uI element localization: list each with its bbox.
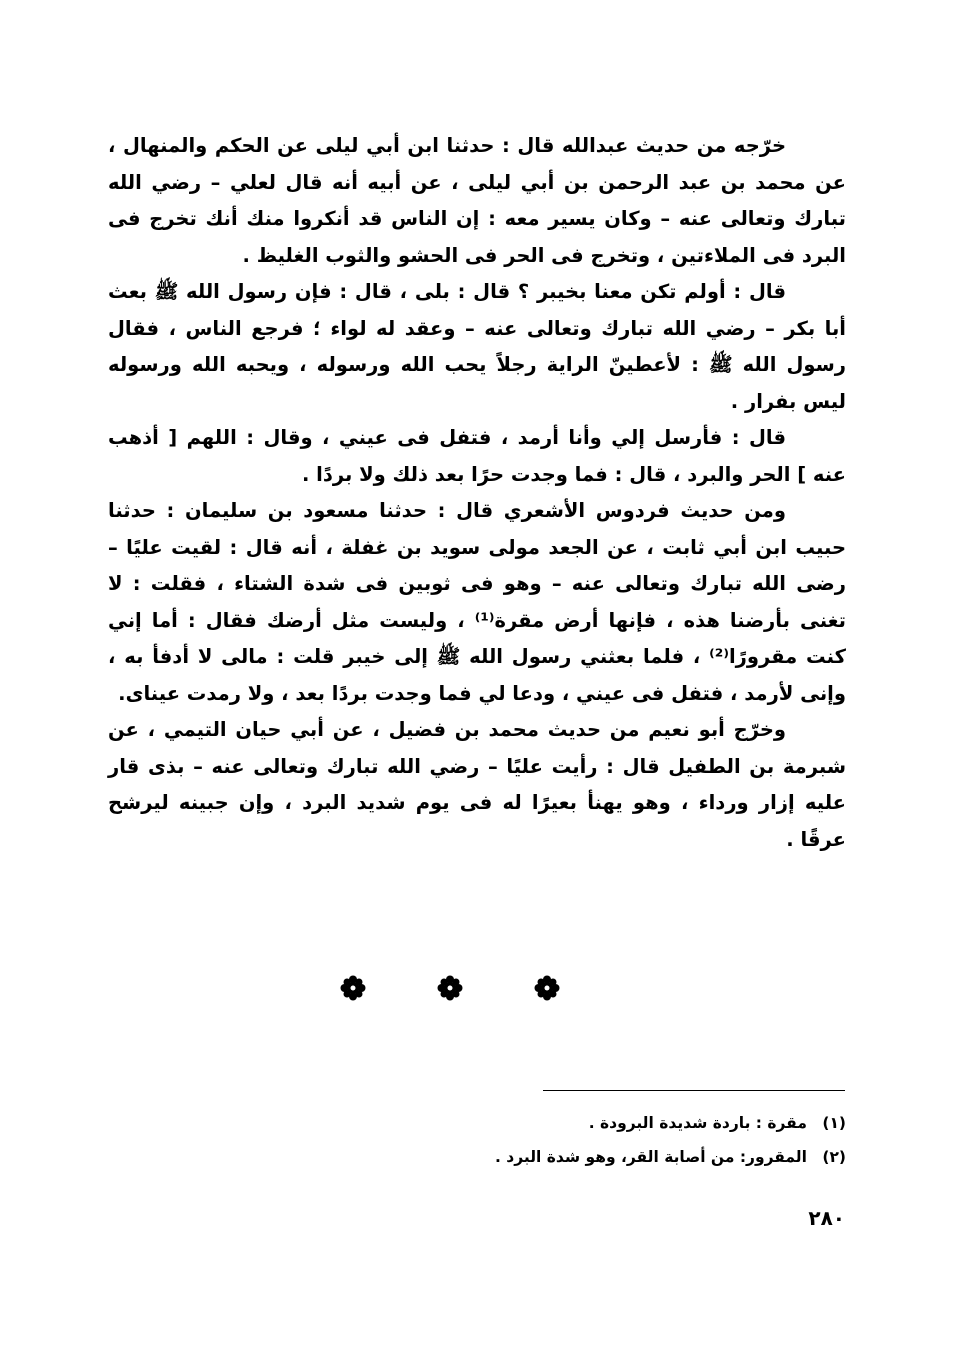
main-text — [108, 128, 846, 858]
page-number: ٢٨٠ — [808, 1206, 845, 1230]
footnote-2 — [300, 1140, 846, 1174]
footnote-1 — [300, 1106, 846, 1140]
paragraph-2: قال : أولم تكن معنا بخيبر ؟ قال : بلى ، قال : فإن رسول الله ﷺ بعث أبا بكر – رضي الله تبارك وتعالى عنه – وعقد له لواء ؛ فرجع الناس ، فقال رسول الله ﷺ : لأعطينّ الراية رجلاً يحب الله ورسوله ، ويحبه الله ورسوله ليس بفرار . — [108, 280, 846, 413]
flower-ornament-icon — [437, 975, 463, 1001]
footnote-number: (١) — [822, 1114, 846, 1132]
section-separator — [340, 975, 560, 1001]
paragraph-5: وخرّج أبو نعيم من حديث محمد بن فضيل ، عن أبي حيان التيمي ، عن شبرمة بن الطفيل قال : رأيت عليًا – رضي الله تبارك وتعالى عنه – بذى قار عليه إزار ورداء ، وهو يهنأ بعيرًا له فى يوم شديد البرد ، وإن جبينه ليرشح عرقًا . — [108, 718, 846, 851]
footnotes — [300, 1106, 846, 1174]
footnote-divider — [543, 1090, 845, 1091]
paragraph-4: ومن حديث فردوس الأشعري قال : حدثنا مسعود بن سليمان : حدثنا حبيب ابن أبي ثابت ، عن الجعد مولى سويد بن غفلة ، أنه قال : لقيت عليًا – رضى الله تبارك وتعالى عنه – وهو فى ثوبين فى شدة الشتاء ، فقلت : لا تغنى بأرضنا هذه ، فإنها أرض مقرة⁽¹⁾ ، وليست مثل أرضك فقال : أما إني كنت مقرورًا⁽²⁾ ، فلما بعثني رسول الله ﷺ إلى خيبر قلت : مالى لا أدفأ به ، وإنى لأرمد ، فتفل فى عيني ، ودعا لي فما وجدت بردًا بعد ، ولا رمدت عيناى. — [108, 499, 846, 705]
footnote-text: المقرور: من أصابة القر، وهو شدة البرد . — [495, 1148, 807, 1166]
paragraph-3: قال : فأرسل إلي وأنا أرمد ، فتفل فى عيني ، وقال : اللهم [ أذهب عنه ] الحر والبرد ، قال : فما وجدت حرًا بعد ذلك ولا بردًا . — [108, 426, 846, 486]
paragraph-1: خرّجه من حديث عبدالله قال : حدثنا ابن أبي ليلى عن الحكم والمنهال ، عن محمد بن عبد الرحمن بن أبي ليلى ، عن أبيه أنه قال لعلي – رضي الله تبارك وتعالى عنه – وكان يسير معه : إن الناس قد أنكروا منك أنك تخرج فى البرد فى الملاءتين ، وتخرج فى الحر فى الحشو والثوب الغليظ . — [108, 134, 846, 267]
footnote-number: (٢) — [822, 1148, 846, 1166]
flower-ornament-icon — [340, 975, 366, 1001]
flower-ornament-icon — [534, 975, 560, 1001]
footnote-text: مقرة : باردة شديدة البرودة . — [588, 1114, 807, 1132]
